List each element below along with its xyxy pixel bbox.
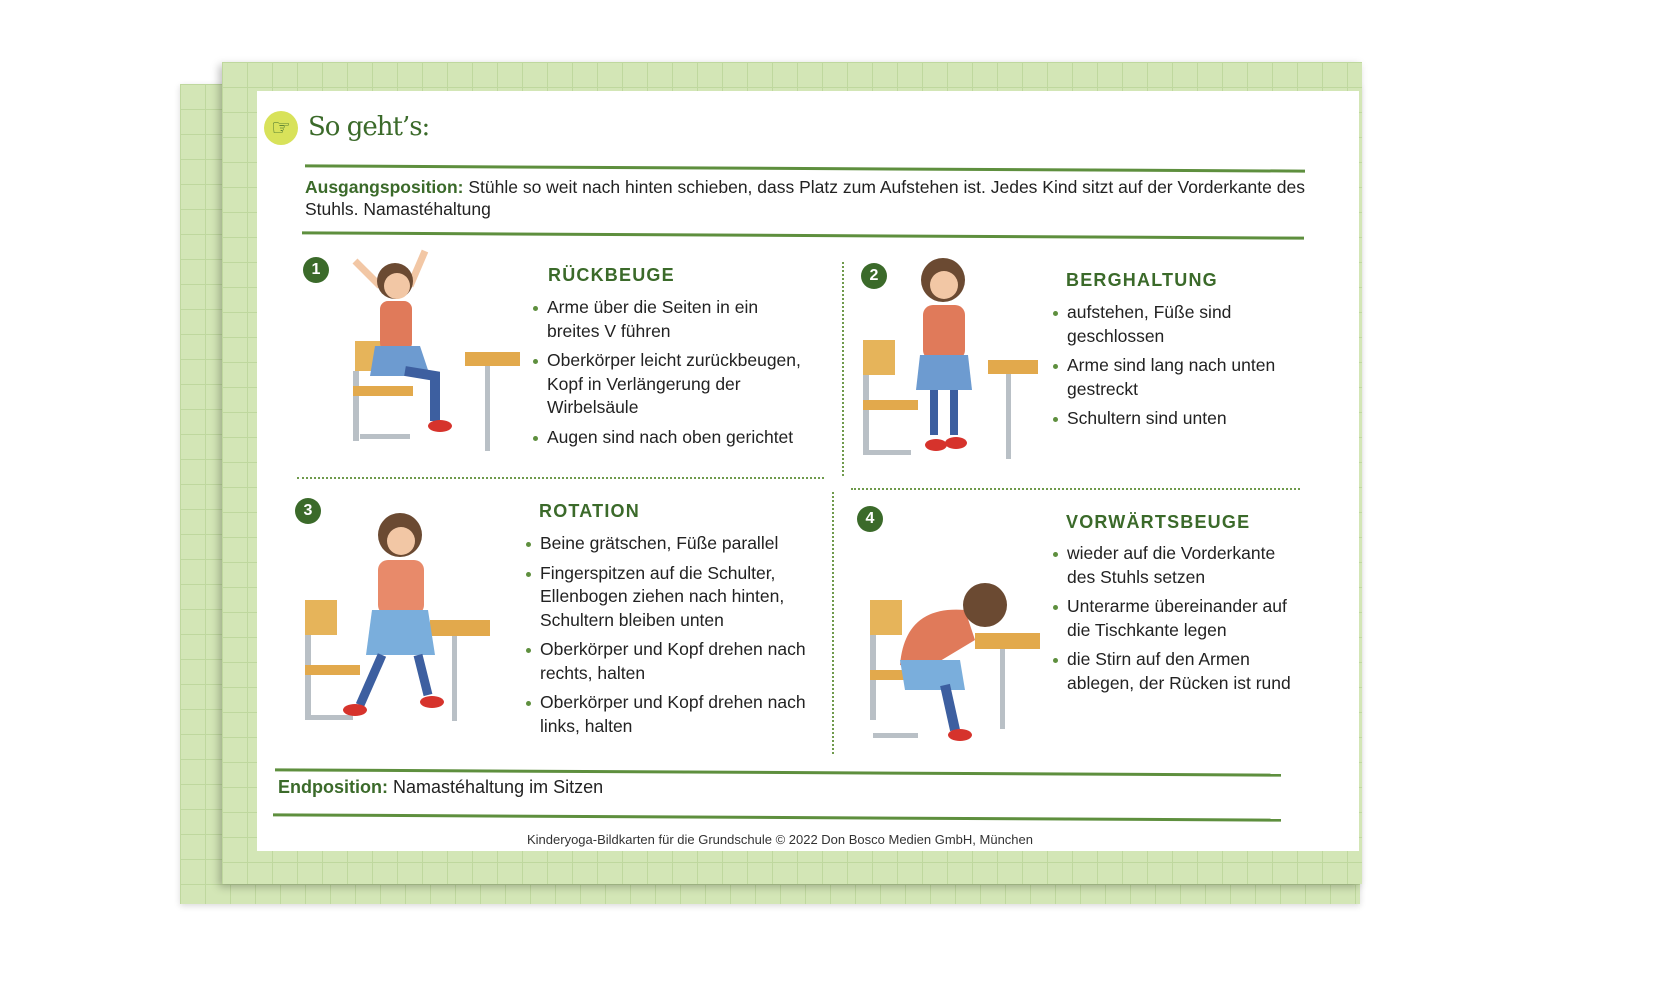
pose-step: Beine grätschen, Füße parallel: [526, 532, 826, 556]
pose-step: Oberkörper und Kopf drehen nach links, halten: [526, 691, 826, 738]
pose-step: Oberkörper leicht zurückbeugen, Kopf in Verlängerung der Wirbelsäule: [533, 349, 813, 420]
pose-step: Arme sind lang nach unten gestreckt: [1053, 354, 1293, 401]
pose-illustration-mountain: [858, 255, 1038, 465]
pointing-hand-icon: ☞: [264, 111, 298, 145]
dotted-divider: [832, 492, 834, 754]
pose-number: 4: [857, 506, 883, 532]
dotted-divider: [297, 477, 824, 479]
pose-title: RÜCKBEUGE: [548, 265, 675, 285]
pose-step: Arme über die Seiten in ein breites V führen: [533, 296, 813, 343]
pose-title: BERGHALTUNG: [1066, 270, 1218, 290]
pose-illustration-backbend: [335, 246, 525, 461]
pose-steps: [533, 296, 813, 455]
end-position: [278, 777, 603, 798]
pose-steps: [1053, 301, 1293, 437]
pose-step: Fingerspitzen auf die Schulter, Ellenbogen ziehen nach hinten, Schultern bleiben unten: [526, 562, 826, 633]
pose-title: ROTATION: [539, 501, 640, 521]
start-position-label: Ausgangsposition:: [305, 177, 464, 197]
pose-title: VORWÄRTSBEUGE: [1066, 512, 1251, 532]
pose-step: Augen sind nach oben gerichtet: [533, 426, 813, 450]
pose-step: wieder auf die Vorderkante des Stuhls setzen: [1053, 542, 1303, 589]
pose-step: Schultern sind unten: [1053, 407, 1293, 431]
pose-step: aufstehen, Füße sind geschlossen: [1053, 301, 1293, 348]
copyright-footer: Kinderyoga-Bildkarten für die Grundschule © 2022 Don Bosco Medien GmbH, München: [526, 832, 1034, 847]
pose-step: die Stirn auf den Armen ablegen, der Rücken ist rund: [1053, 648, 1303, 695]
pose-step: Unterarme übereinander auf die Tischkante legen: [1053, 595, 1303, 642]
pose-number: 2: [861, 263, 887, 289]
end-position-label: Endposition:: [278, 777, 388, 797]
pose-steps: [526, 532, 826, 744]
pose-steps: [1053, 542, 1303, 701]
start-position: [305, 176, 1305, 220]
pose-illustration-rotation: [300, 505, 500, 740]
dotted-divider: [842, 262, 844, 476]
dotted-divider: [851, 488, 1300, 490]
end-position-text: Namastéhaltung im Sitzen: [393, 777, 604, 797]
start-position-text: Stühle so weit nach hinten schieben, dass Platz zum Aufstehen ist. Jedes Kind sitzt auf der Vorderkante des Stuhls. Namastéhaltung: [305, 177, 1305, 219]
pose-number: 1: [303, 257, 329, 283]
pose-number: 3: [295, 498, 321, 524]
pose-illustration-forward-bend: [865, 555, 1045, 745]
card-title: So geht’s:: [308, 112, 430, 142]
pose-step: Oberkörper und Kopf drehen nach rechts, halten: [526, 638, 826, 685]
